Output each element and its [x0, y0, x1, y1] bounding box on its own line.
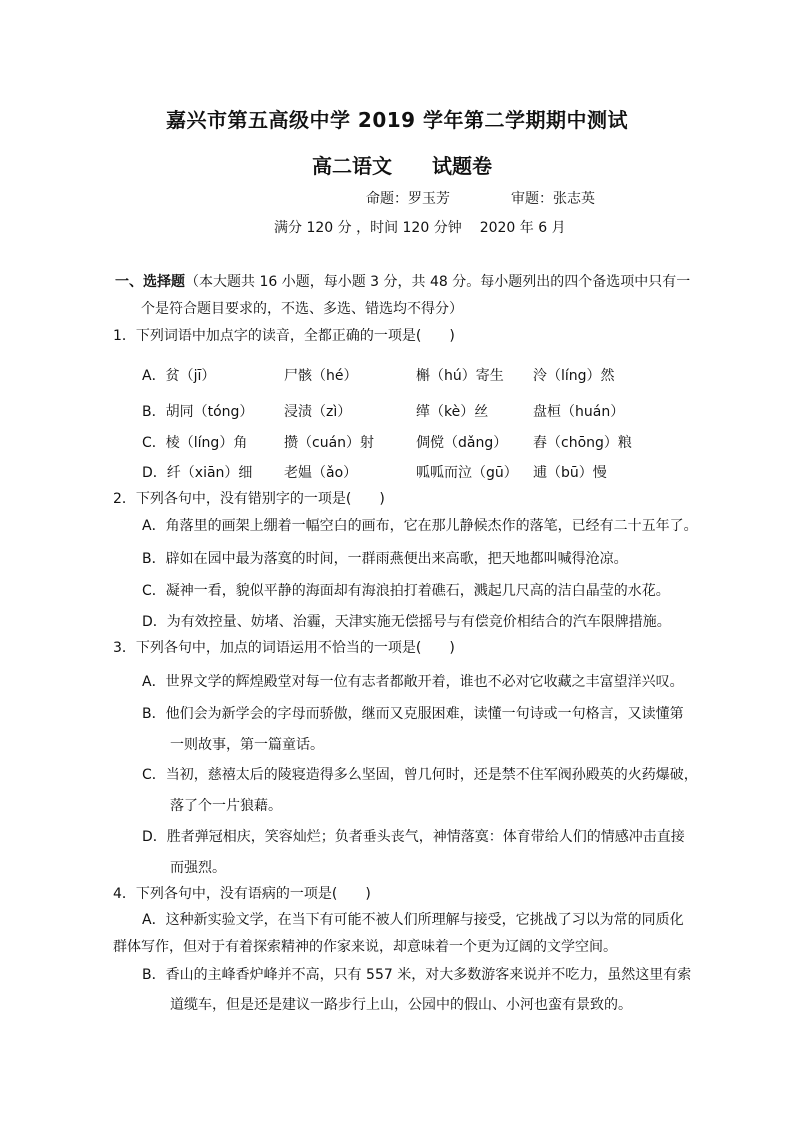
q1-c-1: C．棱（líng）角: [142, 435, 248, 451]
q1-b-2: 浸渍（zì）: [284, 404, 352, 420]
q4-option-a-line1: A．这种新实验文学，在当下有可能不被人们所理解与接受，它挑战了习以为常的同质化: [142, 912, 684, 928]
q2-option-d: D．为有效控量、妨堵、治霾，天津实施无偿摇号与有偿竞价相结合的汽车限牌措施。: [142, 614, 671, 630]
q1-a-3: 槲（hú）寄生: [416, 368, 504, 384]
q1-a-2: 尸骸（hé）: [284, 368, 358, 384]
q1-b-4: 盘桓（huán）: [533, 404, 625, 420]
q4-stem: 4．下列各句中，没有语病的一项是( ): [113, 886, 371, 902]
q4-option-b-line1: B．香山的主峰香炉峰并不高，只有 557 米，对大多数游客来说并不吃力，虽然这里有索: [142, 967, 692, 983]
section-desc-1: （本大题共 16 小题，每小题 3 分，共 48 分。每小题列出的四个备选项中只有一: [185, 274, 691, 290]
q1-b-3: 缂（kè）丝: [416, 404, 489, 420]
q1-d-4: 逋（bū）慢: [533, 465, 607, 481]
q1-row-d: [0, 463, 794, 483]
score-time: 满分 120 分 ，时间 120 分钟: [274, 220, 462, 236]
q1-d-1: D．纤（xiān）细: [142, 465, 253, 481]
q1-row-b: [0, 402, 794, 422]
q3-stem: 3．下列各句中，加点的词语运用不恰当的一项是( ): [113, 640, 455, 656]
q1-row-c: [0, 433, 794, 453]
q2-option-a: A．角落里的画架上绷着一幅空白的画布，它在那儿静候杰作的落笔，已经有二十五年了。: [142, 518, 698, 534]
q2-option-b: B．辟如在园中最为落寞的时间，一群雨燕便出来高歌，把天地都叫喊得沧凉。: [142, 551, 628, 567]
q1-stem: 1．下列词语中加点字的读音，全都正确的一项是( ): [113, 328, 455, 344]
q1-a-1: A．贫（jī）: [142, 368, 216, 384]
q1-row-a: [0, 366, 794, 386]
q1-d-2: 老媪（ǎo）: [284, 465, 358, 481]
q3-option-c-line2: 落了个一片狼藉。: [170, 798, 282, 814]
q3-option-d-line2: 而强烈。: [170, 860, 226, 876]
q1-a-4: 泠（líng）然: [533, 368, 615, 384]
q1-d-3: 呱呱而泣（gū）: [416, 465, 518, 481]
q1-c-4: 舂（chōng）粮: [533, 435, 632, 451]
q3-option-d-line1: D．胜者弹冠相庆，笑容灿烂；负者垂头丧气，神情落寞：体育带给人们的情感冲击直接: [142, 829, 685, 845]
q3-option-a: A．世界文学的辉煌殿堂对每一位有志者都敞开着，谁也不必对它收藏之丰富望洋兴叹。: [142, 674, 684, 690]
exam-date: 2020 年 6 月: [479, 220, 566, 236]
q3-option-c-line1: C．当初，慈禧太后的陵寝造得多么坚固，曾几何时，还是禁不住军阀孙殿英的火药爆破，: [142, 767, 698, 783]
paper-label: 试题卷: [432, 154, 492, 178]
section-label: 一、选择题: [115, 274, 185, 290]
q2-stem: 2．下列各句中，没有错别字的一项是( ): [113, 491, 385, 507]
q4-option-b-line2: 道缆车，但是还是建议一路步行上山，公园中的假山、小河也蛮有景致的。: [170, 997, 632, 1013]
author-setter: 命题：罗玉芳: [366, 191, 450, 207]
exam-subtitle: [312, 150, 612, 179]
q4-option-a-line2: 群体写作，但对于有着探索精神的作家来说，却意味着一个更为辽阔的文学空间。: [113, 939, 617, 955]
subject-label: 高二语文: [312, 154, 392, 178]
q1-c-3: 倜傥（dǎng）: [416, 435, 508, 451]
section-desc-2: 个是符合题目要求的，不选、多选、错选均不得分）: [141, 301, 463, 317]
exam-meta: [274, 217, 566, 237]
author-reviewer: 审题：张志英: [511, 191, 595, 207]
q1-b-1: B．胡同（tóng）: [142, 404, 254, 420]
q3-option-b-line1: B．他们会为新学会的字母而骄傲，继而又克服困难，读懂一句诗或一句格言，又读懂第: [142, 706, 684, 722]
q2-option-c: C．凝神一看，貌似平静的海面却有海浪拍打着礁石，溅起几尺高的洁白晶莹的水花。: [142, 583, 670, 599]
q3-option-b-line2: 一则故事，第一篇童话。: [170, 737, 324, 753]
q1-c-2: 攒（cuán）射: [284, 435, 375, 451]
exam-title: 嘉兴市第五高级中学 2019 学年第二学期期中测试: [165, 108, 629, 132]
section-heading: [115, 272, 690, 292]
